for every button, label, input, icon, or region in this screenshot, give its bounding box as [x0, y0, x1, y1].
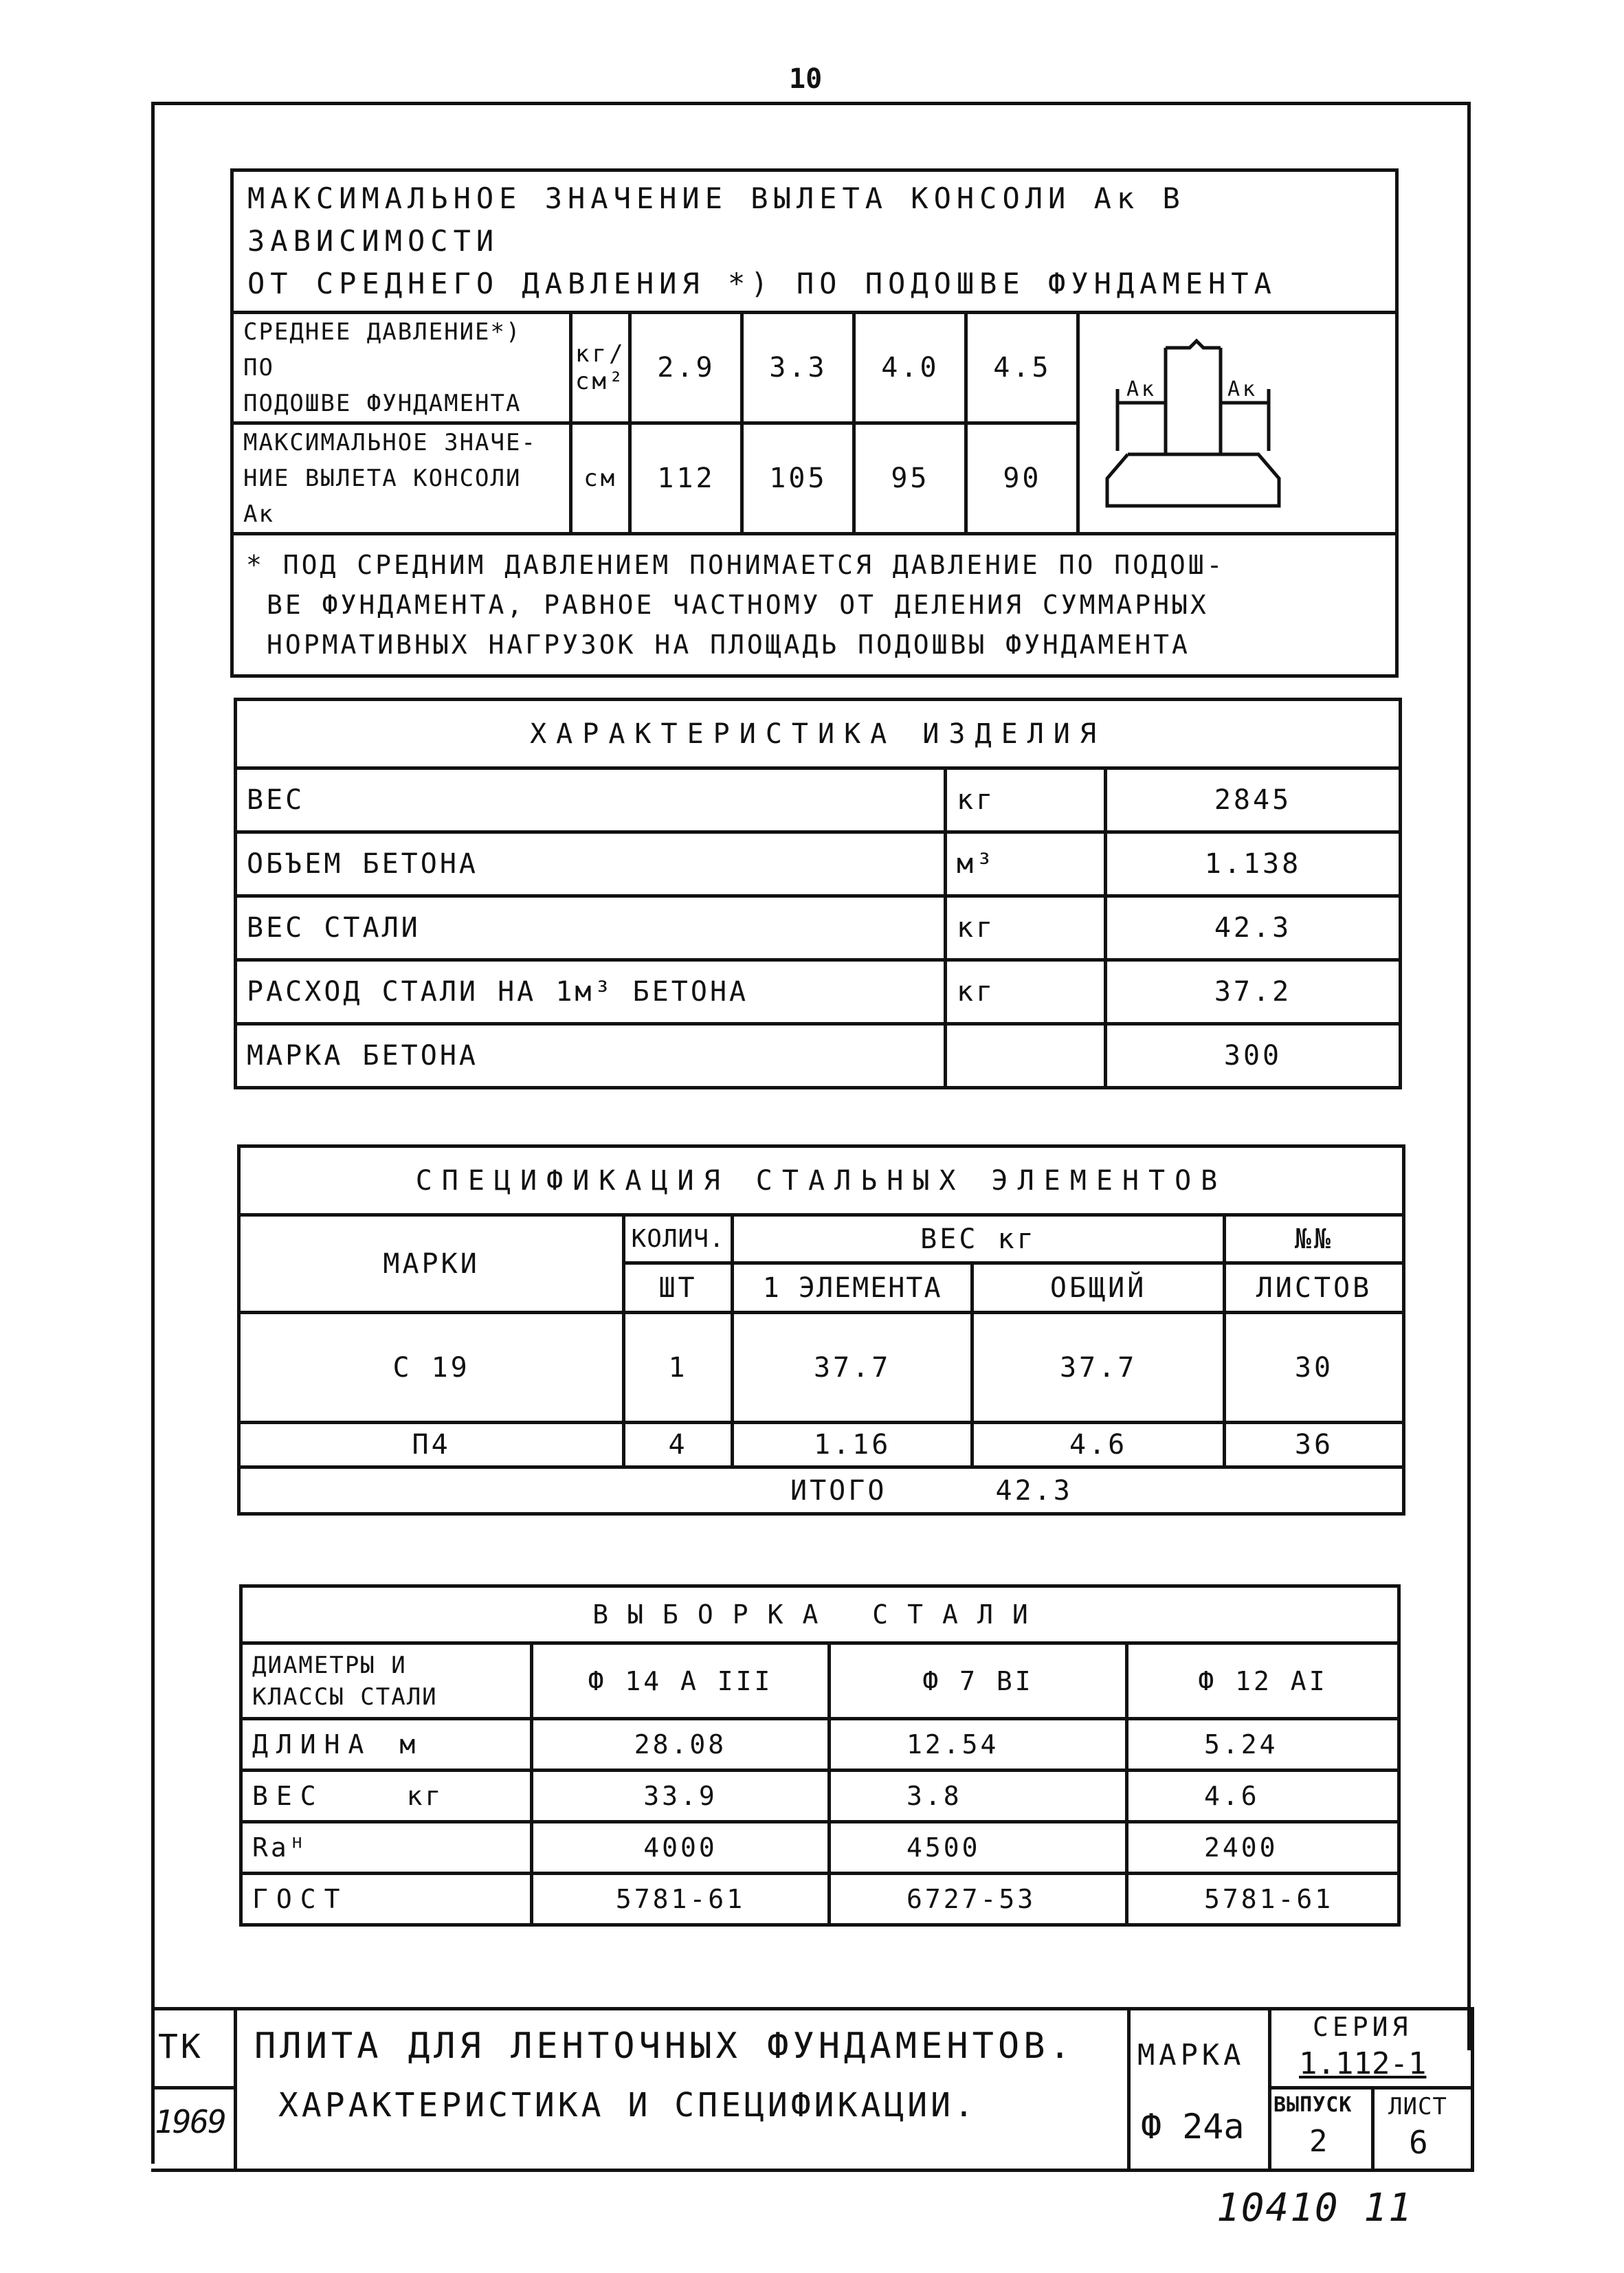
col-total: ОБЩИЙ	[972, 1263, 1225, 1313]
steel-elements-spec-table	[237, 1144, 1405, 1516]
row-sheet: 36	[1224, 1423, 1403, 1467]
table-row	[241, 1771, 1399, 1822]
table-row	[236, 1024, 1401, 1088]
table-row	[239, 1313, 1404, 1423]
col-one-element: 1 ЭЛЕМЕНТА	[732, 1263, 972, 1313]
row-unit: м	[399, 1729, 419, 1760]
row-label: ГОСТ	[252, 1884, 348, 1914]
foundation-sketch	[1080, 320, 1306, 526]
stamp-mark-value: Ф 24а	[1141, 2107, 1245, 2147]
row2-value-1: 112	[630, 423, 742, 534]
stamp-sheet-value: 6	[1409, 2124, 1428, 2161]
table2-title: ХАРАКТЕРИСТИКА ИЗДЕЛИЯ	[236, 700, 1401, 768]
row-value: 5781-61	[1127, 1874, 1399, 1925]
col-steel-2: Ф 7 ВI	[830, 1643, 1127, 1719]
col-steel-3: Ф 12 АI	[1127, 1643, 1399, 1719]
product-characteristics-table	[234, 698, 1402, 1089]
stamp-divider-2	[1127, 2010, 1131, 2169]
row-one: 37.7	[732, 1313, 972, 1423]
col-sheets-line2: ЛИСТОВ	[1224, 1263, 1403, 1313]
row1-value-2: 3.3	[742, 313, 854, 423]
row-qty: 1	[624, 1313, 733, 1423]
row-sheet: 30	[1224, 1313, 1403, 1423]
table1-title-line2: ОТ СРЕДНЕГО ДАВЛЕНИЯ *) ПО ПОДОШВЕ ФУНДАМЕНТА	[247, 267, 1277, 300]
row2-unit: см	[571, 423, 630, 534]
stamp-divider-6	[1471, 2010, 1474, 2169]
row-value: 33.9	[532, 1771, 830, 1822]
stamp-series-value: 1.112-1	[1299, 2046, 1427, 2081]
stamp-org: ТК	[158, 2028, 203, 2066]
row-value: 300	[1106, 1024, 1401, 1088]
row1-label-line2: ПОДОШВЕ ФУНДАМЕНТА	[243, 390, 522, 417]
stamp-title-line1: ПЛИТА ДЛЯ ЛЕНТОЧНЫХ ФУНДАМЕНТОВ.	[254, 2026, 1075, 2067]
row-label: ДЛИНА	[252, 1729, 372, 1760]
table4-title: ВЫБОРКА СТАЛИ	[241, 1586, 1399, 1643]
row2-label-line2: НИЕ ВЫЛЕТА КОНСОЛИ Ак	[243, 465, 522, 528]
stamp-issue-label: ВЫПУСК	[1273, 2093, 1353, 2117]
stamp-title-line2: ХАРАКТЕРИСТИКА И СПЕЦИФИКАЦИИ.	[278, 2086, 977, 2125]
row-value: 4500	[830, 1822, 1127, 1874]
total-label: ИТОГО	[790, 1474, 887, 1507]
row-unit	[946, 1024, 1106, 1088]
foundation-sketch-cell	[1078, 313, 1397, 534]
row-unit: кг	[946, 896, 1106, 960]
steel-selection-table	[239, 1584, 1401, 1927]
table-row	[236, 960, 1401, 1024]
note-line1: * ПОД СРЕДНИМ ДАВЛЕНИЕМ ПОНИМАЕТСЯ ДАВЛЕНИЕ ПО ПОДОШ-	[246, 550, 1225, 580]
stamp-issue-value: 2	[1309, 2124, 1328, 2159]
title-block	[151, 2007, 1474, 2172]
table-row	[241, 1719, 1399, 1771]
row2-value-3: 95	[854, 423, 966, 534]
row-label: ВЕС	[252, 1781, 324, 1811]
row-value: 2845	[1106, 768, 1401, 832]
stamp-sheet-label: ЛИСТ	[1388, 2093, 1447, 2120]
stamp-mark-label: МАРКА	[1137, 2038, 1245, 2072]
table-row	[236, 832, 1401, 896]
row-value: 37.2	[1106, 960, 1401, 1024]
stamp-divider-1	[234, 2010, 237, 2169]
row2-value-4: 90	[966, 423, 1078, 534]
page-number: 10	[789, 63, 823, 95]
table-row	[241, 1874, 1399, 1925]
row-label: Rаᴴ	[252, 1832, 308, 1863]
row-value: 42.3	[1106, 896, 1401, 960]
frame-top	[151, 102, 1471, 105]
row2-value-2: 105	[742, 423, 854, 534]
row1-value-3: 4.0	[854, 313, 966, 423]
stamp-divider-org	[151, 2086, 234, 2089]
stamp-divider-5	[1371, 2086, 1375, 2169]
frame-left	[151, 102, 155, 2164]
table3-title: СПЕЦИФИКАЦИЯ СТАЛЬНЫХ ЭЛЕМЕНТОВ	[239, 1146, 1404, 1215]
row-unit: м³	[946, 832, 1106, 896]
row-value: 2400	[1127, 1822, 1399, 1874]
note-line2: ВЕ ФУНДАМЕНТА, РАВНОЕ ЧАСТНОМУ ОТ ДЕЛЕНИЯ СУММАРНЫХ	[267, 590, 1209, 620]
row-name: ВЕС	[236, 768, 946, 832]
stamp-year: 1969	[155, 2103, 225, 2140]
row-value: 6727-53	[830, 1874, 1127, 1925]
row-one: 1.16	[732, 1423, 972, 1467]
table-row	[239, 1423, 1404, 1467]
table-row	[236, 768, 1401, 832]
row-value: 4000	[532, 1822, 830, 1874]
row-unit: кг	[946, 960, 1106, 1024]
row-value: 12.54	[830, 1719, 1127, 1771]
col-marks: МАРКИ	[239, 1215, 624, 1313]
row-mark: П4	[239, 1423, 624, 1467]
row1-value-4: 4.5	[966, 313, 1078, 423]
row-name: ОБЪЕМ БЕТОНА	[236, 832, 946, 896]
row1-unit: кг/см²	[571, 313, 630, 423]
footer-number: 10410 11	[1216, 2186, 1413, 2230]
row-value: 4.6	[1127, 1771, 1399, 1822]
col-qty-line2: ШТ	[624, 1263, 733, 1313]
row-value: 3.8	[830, 1771, 1127, 1822]
row2-label-line1: МАКСИМАЛЬНОЕ ЗНАЧЕ-	[243, 429, 537, 456]
console-overhang-table	[230, 168, 1399, 678]
row-total: 4.6	[972, 1423, 1225, 1467]
row-total: 37.7	[972, 1313, 1225, 1423]
col-qty-line1: КОЛИЧ.	[624, 1215, 733, 1263]
table-row	[236, 896, 1401, 960]
stamp-divider-3	[1268, 2010, 1271, 2169]
note-line3: НОРМАТИВНЫХ НАГРУЗОК НА ПЛОЩАДЬ ПОДОШВЫ ФУНДАМЕНТА	[267, 630, 1190, 660]
stamp-series-label: СЕРИЯ	[1313, 2012, 1412, 2042]
pressure-footnote	[232, 534, 1397, 676]
frame-right	[1467, 102, 1471, 2050]
total-value: 42.3	[995, 1474, 1073, 1507]
row-unit: кг	[946, 768, 1106, 832]
row-value: 5781-61	[532, 1874, 830, 1925]
col-steel-1: Ф 14 А III	[532, 1643, 830, 1719]
total-row	[239, 1467, 1404, 1514]
header-label-line1: ДИАМЕТРЫ И	[252, 1651, 407, 1679]
row-name: МАРКА БЕТОНА	[236, 1024, 946, 1088]
row-value: 1.138	[1106, 832, 1401, 896]
header-label-line2: КЛАССЫ СТАЛИ	[252, 1683, 438, 1711]
sketch-label-right: Ак	[1227, 377, 1258, 401]
col-weight: ВЕС кг	[732, 1215, 1224, 1263]
table-row	[241, 1822, 1399, 1874]
row1-value-1: 2.9	[630, 313, 742, 423]
row1-label-line1: СРЕДНЕЕ ДАВЛЕНИЕ*) ПО	[243, 318, 522, 381]
col-sheets-line1: №№	[1224, 1215, 1403, 1263]
row-name: ВЕС СТАЛИ	[236, 896, 946, 960]
sketch-label-left: Ак	[1126, 377, 1157, 401]
row-name: РАСХОД СТАЛИ НА 1м³ БЕТОНА	[236, 960, 946, 1024]
row-unit: кг	[406, 1781, 444, 1811]
row-value: 5.24	[1127, 1719, 1399, 1771]
row-qty: 4	[624, 1423, 733, 1467]
table1-title-line1: МАКСИМАЛЬНОЕ ЗНАЧЕНИЕ ВЫЛЕТА КОНСОЛИ Ак В ЗАВИСИМОСТИ	[247, 181, 1186, 258]
row-value: 28.08	[532, 1719, 830, 1771]
row-mark: С 19	[239, 1313, 624, 1423]
